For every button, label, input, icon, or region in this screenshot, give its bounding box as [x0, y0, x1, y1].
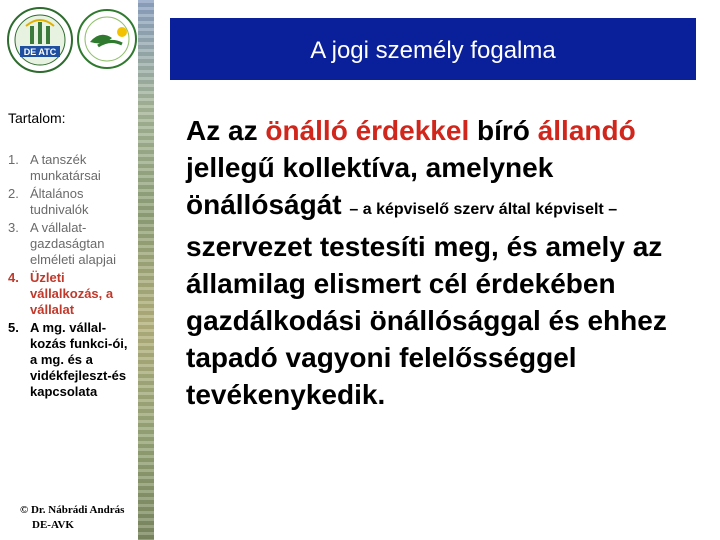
title-bar — [170, 18, 696, 80]
toc-number: 3. — [8, 220, 19, 235]
toc-item-2[interactable] — [8, 186, 138, 218]
highlight-permanent: állandó — [537, 115, 636, 146]
logo-group — [6, 6, 134, 74]
university-emblem-logo — [76, 8, 138, 70]
toc-label: Általános tudnivalók — [30, 186, 89, 217]
definition-text — [186, 112, 706, 413]
credit-author: © Dr. Nábrádi András — [20, 504, 125, 516]
toc-item-4-active[interactable] — [8, 270, 138, 318]
toc-item-3[interactable] — [8, 220, 138, 268]
definition-part: Az az — [186, 115, 266, 146]
toc-list — [8, 152, 138, 400]
definition-part: jellegű kollektíva, amelynek önállóságát — [186, 152, 554, 220]
definition-part: bíró — [469, 115, 538, 146]
toc-number: 2. — [8, 186, 19, 201]
toc-number: 4. — [8, 270, 19, 285]
definition-aside: – a képviselő szerv által képviselt – — [349, 201, 618, 218]
toc-item-1[interactable] — [8, 152, 138, 184]
toc-number: 5. — [8, 320, 19, 335]
author-credit — [20, 503, 140, 533]
toc-label: A vállalat-gazdaságtan elméleti alapjai — [30, 220, 116, 267]
table-of-contents — [8, 110, 138, 402]
svg-text:DE ATC: DE ATC — [23, 47, 57, 57]
toc-label: A mg. vállal-kozás funkci-ói, a mg. és a vidékfejleszt-és kapcsolata — [30, 320, 128, 399]
decorative-photo-strip — [138, 0, 154, 540]
page-title: A jogi személy fogalma — [310, 37, 556, 64]
toc-label: Üzleti vállalkozás, a vállalat — [30, 270, 114, 317]
toc-heading: Tartalom: — [8, 110, 66, 126]
credit-institution: DE-AVK — [32, 519, 74, 531]
toc-item-5[interactable] — [8, 320, 138, 400]
toc-number: 1. — [8, 152, 19, 167]
definition-part: szervezet testesíti meg, és amely az államilag elismert cél érdekében gazdálkodási önállósággal és ehhez tapadó vagyoni felelősséggel tevékenykedik. — [186, 231, 667, 410]
de-atc-logo — [6, 6, 74, 74]
toc-label: A tanszék munkatársai — [30, 152, 101, 183]
highlight-self-interest: önálló érdekkel — [265, 115, 470, 146]
